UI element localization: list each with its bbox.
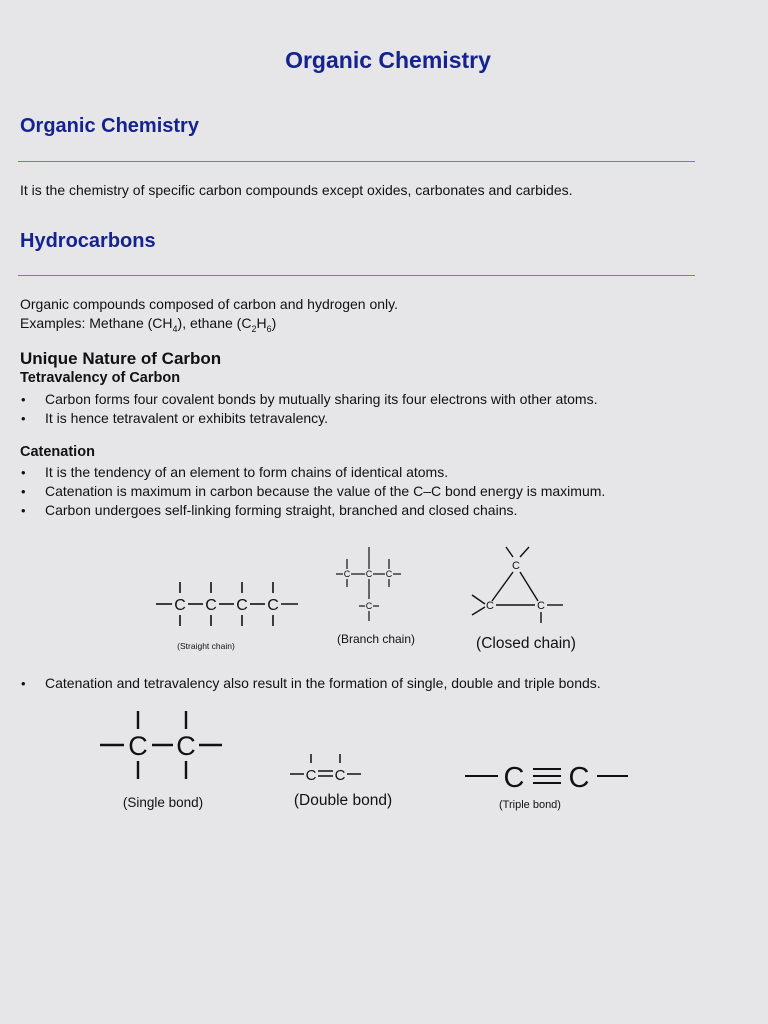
svg-text:C: C — [568, 762, 590, 794]
single-bond-structure — [100, 711, 222, 810]
svg-text:C: C — [236, 597, 248, 614]
triple-bond-caption: (Triple bond) — [499, 799, 561, 811]
single-bond-caption: (Single bond) — [122, 795, 204, 810]
svg-text:C: C — [334, 767, 346, 784]
svg-text:C: C — [174, 597, 186, 614]
bond-types-list — [20, 674, 601, 693]
svg-text:C: C — [486, 600, 494, 612]
triple-bond-structure — [465, 762, 628, 811]
svg-text:C: C — [267, 597, 279, 614]
document-title: Organic Chemistry — [285, 47, 491, 73]
section-divider — [18, 275, 695, 276]
list-item: • It is hence tetravalent or exhibits tetravalency. — [20, 409, 597, 428]
svg-text:C: C — [512, 560, 520, 572]
svg-text:C: C — [385, 569, 393, 579]
svg-text:C: C — [343, 569, 351, 579]
svg-text:C: C — [503, 762, 525, 794]
list-item: • Carbon undergoes self-linking forming straight, branched and closed chains. — [20, 501, 605, 520]
svg-text:C: C — [305, 767, 317, 784]
list-item: • Carbon forms four covalent bonds by mutually sharing its four electrons with other atoms. — [20, 390, 597, 409]
double-bond-caption: (Double bond) — [293, 792, 393, 809]
catenation-list — [20, 463, 605, 520]
heading-unique-nature-of-carbon: Unique Nature of Carbon — [20, 349, 222, 368]
heading-tetravalency: Tetravalency of Carbon — [20, 370, 181, 386]
section-heading-organic-chemistry: Organic Chemistry — [20, 115, 199, 137]
branch-chain-structure — [336, 547, 415, 646]
straight-chain-structure — [156, 582, 298, 651]
svg-text:C: C — [128, 731, 148, 761]
list-item: • Catenation and tetravalency also result in the formation of single, double and triple bonds. — [20, 674, 601, 693]
svg-text:C: C — [537, 600, 545, 612]
double-bond-structure — [290, 754, 392, 809]
closed-chain-caption: (Closed chain) — [476, 635, 576, 652]
organic-chemistry-definition: It is the chemistry of specific carbon compounds except oxides, carbonates and carbides. — [20, 182, 573, 198]
bond-types-figure — [95, 705, 645, 820]
list-item: • It is the tendency of an element to form chains of identical atoms. — [20, 463, 605, 482]
heading-catenation: Catenation — [20, 444, 95, 460]
section-divider — [18, 161, 695, 162]
list-item: • Catenation is maximum in carbon because the value of the C–C bond energy is maximum. — [20, 482, 605, 501]
closed-chain-structure — [472, 547, 576, 652]
svg-text:C: C — [205, 597, 217, 614]
hydrocarbons-examples: Examples: Methane $(CH_4)$, ethane $(C_2H_6)$ — [20, 315, 277, 334]
svg-text:C: C — [365, 569, 373, 579]
branch-chain-caption: (Branch chain) — [336, 632, 416, 646]
carbon-chain-structures-figure — [140, 535, 600, 660]
tetravalency-list — [20, 390, 597, 428]
svg-text:C: C — [176, 731, 196, 761]
svg-text:C: C — [365, 601, 373, 611]
hydrocarbons-definition: Organic compounds composed of carbon and hydrogen only. — [20, 296, 398, 312]
section-heading-hydrocarbons: Hydrocarbons — [20, 230, 156, 252]
straight-chain-caption: (Straight chain) — [177, 641, 235, 651]
